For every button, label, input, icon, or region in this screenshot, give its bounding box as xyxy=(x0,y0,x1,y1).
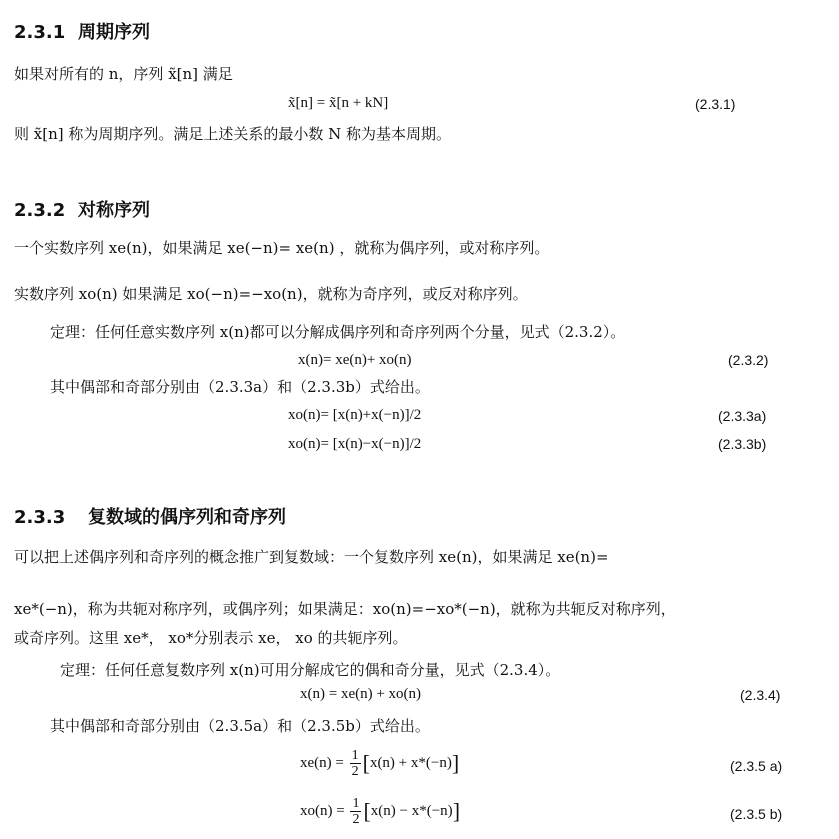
paragraph-even-odd-parts: 其中偶部和奇部分别由（2.3.3a）和（2.3.3b）式给出。 xyxy=(50,378,430,396)
fraction-denominator: 2 xyxy=(351,764,359,779)
heading-number: 2.3.1 xyxy=(14,22,66,43)
equation-number-2-3-3a: (2.3.3a) xyxy=(718,408,767,424)
equation-lhs: xo(n) = xyxy=(300,802,345,819)
equation-2-3-3b: xo(n)= [x(n)−x(−n)]/2 xyxy=(288,436,422,452)
paragraph-conjugate-symmetric: xe*(−n)，称为共轭对称序列，或偶序列；如果满足：xo(n)=−xo*(−n)，就称为共轭反对称序列， xyxy=(14,600,676,618)
section-heading-2-3-2 xyxy=(14,196,150,222)
equation-number-2-3-1: (2.3.1) xyxy=(695,96,736,112)
fraction-denominator: 2 xyxy=(352,812,360,827)
equation-2-3-4: x(n) = xe(n) + xo(n) xyxy=(300,686,422,702)
fraction-numerator: 1 xyxy=(352,796,360,811)
paragraph-periodic-intro: 如果对所有的 n，序列 x̃[n] 满足 xyxy=(14,65,233,83)
paragraph-periodic-definition: 则 x̃[n] 称为周期序列。满足上述关系的最小数 N 称为基本周期。 xyxy=(14,125,452,143)
equation-2-3-5b xyxy=(300,796,460,827)
equation-2-3-1: x̃[n] = x̃[n + kN] xyxy=(288,95,389,111)
equation-rhs: x(n) + x*(−n) xyxy=(369,754,452,771)
heading-title: 对称序列 xyxy=(78,200,150,221)
equation-2-3-2: x(n)= xe(n)+ xo(n) xyxy=(298,352,412,368)
heading-title: 复数域的偶序列和奇序列 xyxy=(88,507,286,528)
equation-number-2-3-5b: (2.3.5 b) xyxy=(730,806,783,822)
fraction-one-half xyxy=(350,748,361,779)
equation-lhs: xe(n) = xyxy=(300,754,344,771)
fraction-numerator: 1 xyxy=(351,748,359,763)
equation-2-3-3a: xo(n)= [x(n)+x(−n)]/2 xyxy=(288,407,422,423)
paragraph-odd-sequence: 实数序列 xo(n) 如果满足 xo(−n)=−xo(n)，就称为奇序列，或反对称序列。 xyxy=(14,285,528,303)
heading-title: 周期序列 xyxy=(78,22,150,43)
left-bracket: [ xyxy=(363,798,371,824)
heading-number: 2.3.3 xyxy=(14,507,66,528)
paragraph-complex-intro: 可以把上述偶序列和奇序列的概念推广到复数域：一个复数序列 xe(n)，如果满足 xe(n)= xyxy=(14,548,609,566)
heading-number: 2.3.2 xyxy=(14,200,66,221)
section-heading-2-3-1 xyxy=(14,18,150,44)
theorem-real-decomposition: 定理：任何任意实数序列 x(n)都可以分解成偶序列和奇序列两个分量，见式（2.3.2）。 xyxy=(50,323,626,341)
equation-number-2-3-5a: (2.3.5 a) xyxy=(730,758,783,774)
equation-number-2-3-3b: (2.3.3b) xyxy=(718,436,767,452)
equation-number-2-3-4: (2.3.4) xyxy=(740,687,781,703)
paragraph-conjugate-definition: 或奇序列。这里 xe*， xo*分别表示 xe， xo 的共轭序列。 xyxy=(14,629,408,647)
paragraph-complex-even-odd-parts: 其中偶部和奇部分别由（2.3.5a）和（2.3.5b）式给出。 xyxy=(50,717,430,735)
right-bracket: ] xyxy=(451,750,460,776)
right-bracket: ] xyxy=(452,798,461,824)
left-bracket: [ xyxy=(362,750,370,776)
paragraph-even-sequence: 一个实数序列 xe(n)，如果满足 xe(−n)= xe(n) ，就称为偶序列，或对称序列。 xyxy=(14,239,550,257)
equation-number-2-3-2: (2.3.2) xyxy=(728,352,769,368)
equation-2-3-5a xyxy=(300,748,459,779)
section-heading-2-3-3 xyxy=(14,503,286,529)
theorem-complex-decomposition: 定理：任何任意复数序列 x(n)可用分解成它的偶和奇分量，见式（2.3.4）。 xyxy=(60,661,561,679)
equation-rhs: x(n) − x*(−n) xyxy=(370,802,453,819)
fraction-one-half xyxy=(350,796,361,827)
